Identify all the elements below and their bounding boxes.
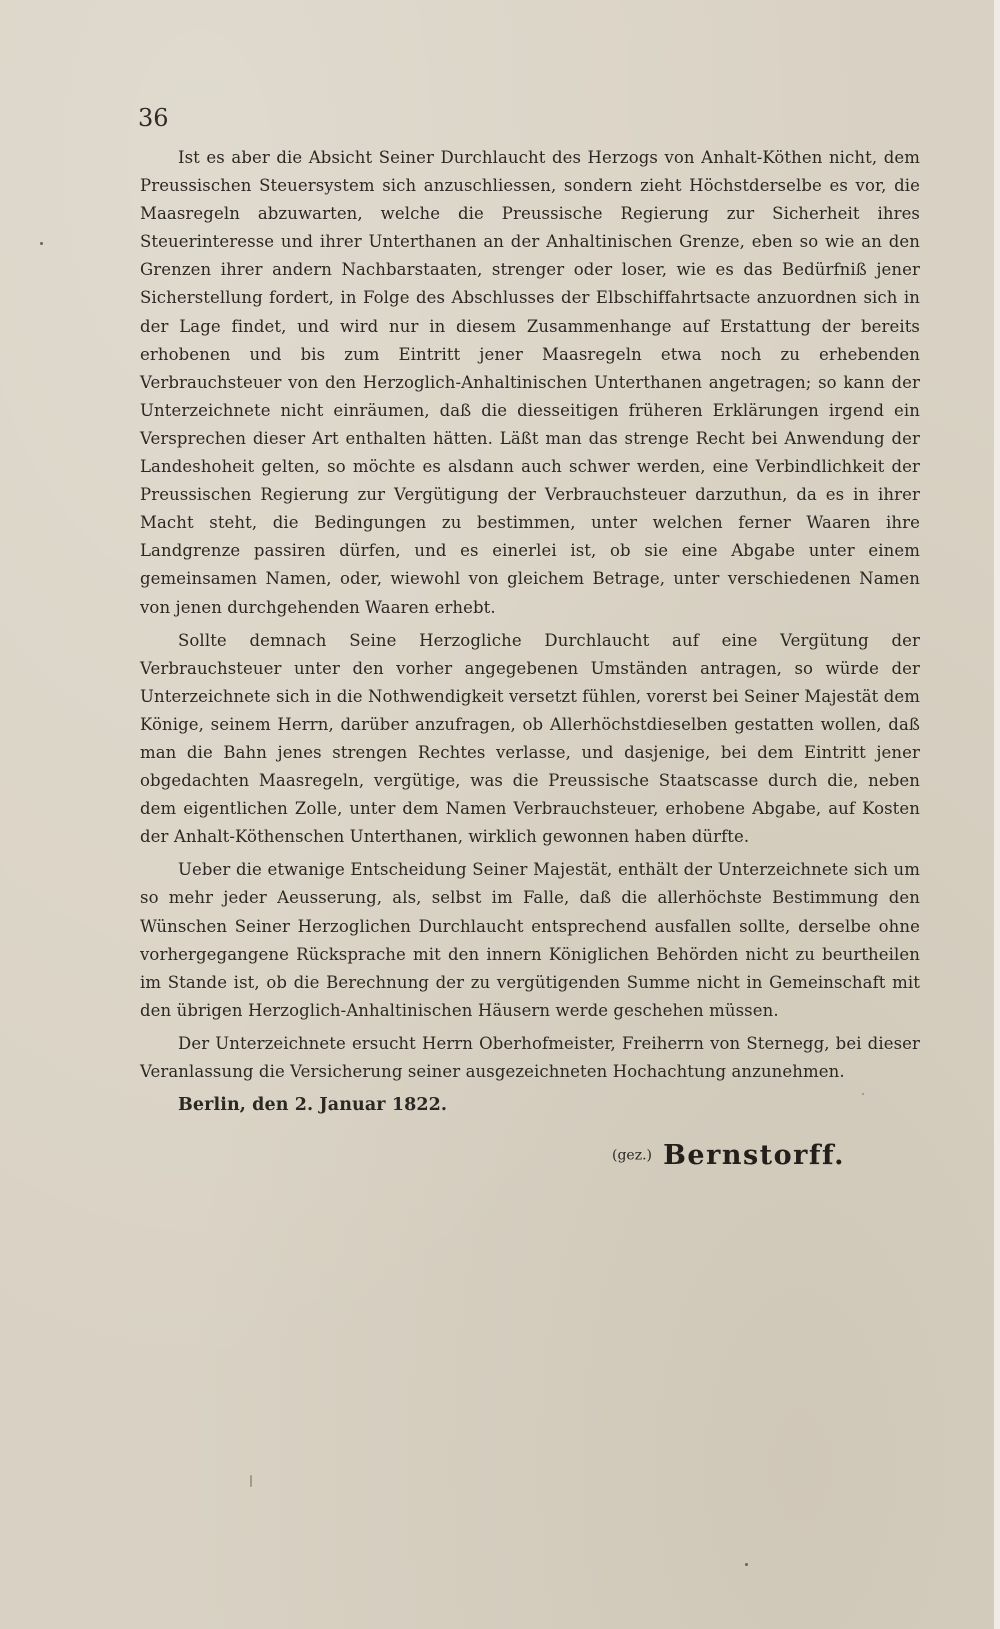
- letter-body: [140, 144, 920, 1119]
- closing-date: Berlin, den 2. Januar 1822.: [178, 1095, 448, 1116]
- paper-speck: [862, 1093, 864, 1095]
- paper-speck: [745, 1563, 748, 1566]
- signature-name: Bernstorff.: [663, 1140, 846, 1171]
- signature-prefix: (gez.): [612, 1147, 652, 1164]
- paragraph-4: Der Unterzeichnete ersucht Herrn Oberhofmeister, Freiherrn von Sternegg, bei dieser Veranlassung die Versicherung seiner ausgezeichneten Hochachtung anzunehmen.: [140, 1033, 920, 1081]
- paragraph-1: Ist es aber die Absicht Seiner Durchlaucht des Herzogs von Anhalt-Köthen nicht, dem Preussischen Steuersystem sich anzuschliessen, sondern zieht Höchstderselbe es vor, die Maasregeln abzuwarten, welche die Preussische Regierung zur Sicherheit ihres Steuerinteresse und ihrer Unterthanen an der Anhaltinischen Grenze, eben so wie an den Grenzen ihrer andern Nachbarstaaten, strenger oder loser, wie es das Bedürfniß jener Sicherstellung fordert, in Folge des Abschlusses der Elbschiffahrtsacte anzuordnen sich in der Lage findet, und wird nur in diesem Zusammenhange auf Erstattung der bereits erhobenen und bis zum Eintritt jener Maasregeln etwa noch zu erhebenden Verbrauchsteuer von den Herzoglich-Anhaltinischen Unterthanen angetragen; so kann der Unterzeichnete nicht einräumen, daß die diesseitigen früheren Erklärungen irgend ein Versprechen dieser Art enthalten hätten. Läßt man das strenge Recht bei Anwendung der Landeshoheit gelten, so möchte es alsdann auch schwer werden, eine Verbindlichkeit der Preussischen Regierung zur Vergütigung der Verbrauchsteuer darzuthun, da es in ihrer Macht steht, die Bedingungen zu bestimmen, unter welchen ferner Waaren ihre Landgrenze passiren dürfen, und es einerlei ist, ob sie eine Abgabe unter einem gemeinsamen Namen, oder, wiewohl von gleichem Betrage, unter verschiedenen Namen von jenen durchgehenden Waaren erhebt.: [140, 148, 920, 617]
- page-edge: [994, 0, 1000, 1629]
- paragraph-3: Ueber die etwanige Entscheidung Seiner Majestät, enthält der Unterzeichnete sich um so mehr jeder Aeusserung, als, selbst im Falle, daß die allerhöchste Bestimmung den Wünschen Seiner Herzoglichen Durchlaucht entsprechend ausfallen sollte, derselbe ohne vorhergegangene Rücksprache mit den innern Königlichen Behörden nicht zu beurtheilen im Stande ist, ob die Berechnung der zu vergütigenden Summe nicht in Gemeinschaft mit den übrigen Herzoglich-Anhaltinischen Häusern werde geschehen müssen.: [140, 860, 920, 1020]
- paragraph-2: Sollte demnach Seine Herzogliche Durchlaucht auf eine Vergütung der Verbrauchsteuer unter den vorher angegebenen Umständen antragen, so würde der Unterzeichnete sich in die Nothwendigkeit versetzt fühlen, vorerst bei Seiner Majestät dem Könige, seinem Herrn, darüber anzufragen, ob Allerhöchstdieselben gestatten wollen, daß man die Bahn jenes strengen Rechtes verlasse, und dasjenige, bei dem Eintritt jener obgedachten Maasregeln, vergütige, was die Preussische Staatscasse durch die, neben dem eigentlichen Zolle, unter dem Namen Verbrauchsteuer, erhobene Abgabe, auf Kosten der Anhalt-Köthenschen Unterthanen, wirklich gewonnen haben dürfte.: [140, 630, 920, 847]
- paper-speck: [250, 1475, 252, 1487]
- page-number: 36: [138, 104, 169, 132]
- signature-block: [612, 1140, 912, 1171]
- paper-speck: [40, 242, 43, 245]
